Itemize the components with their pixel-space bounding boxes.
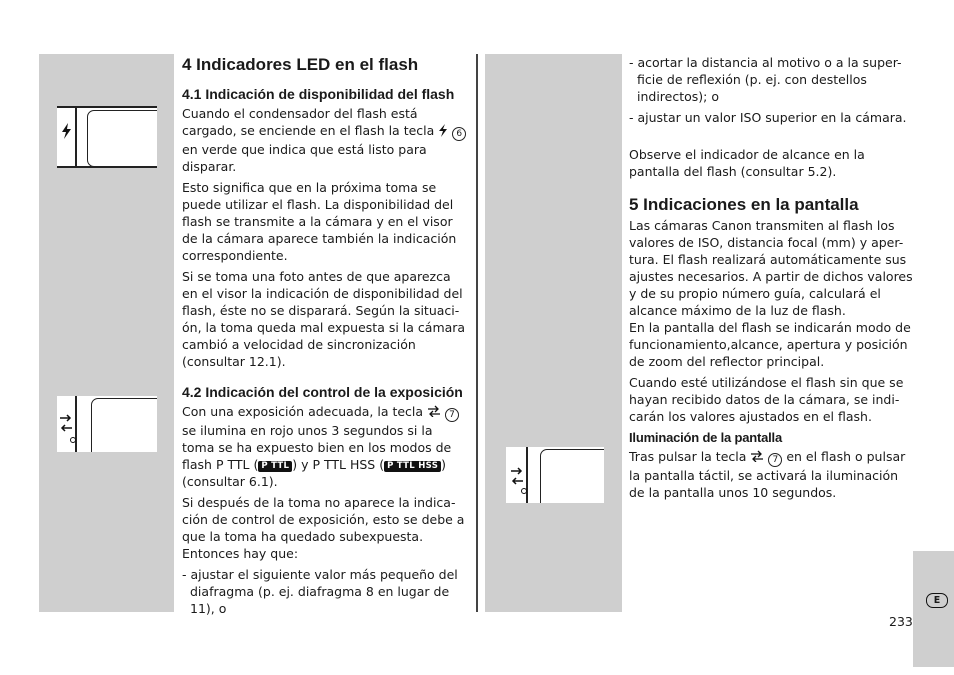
section-4-1-paragraph-1: Cuando el condensador del flash está cargado, se enciende en el flash la tecla 6 en verde que indica que está listo para disparar.: [182, 105, 467, 175]
section-4-2-title: 4.2 Indicación del control de la exposición: [182, 384, 463, 400]
p-ttl-hss-badge: P TTL HSS: [384, 461, 441, 472]
section-4-2-paragraph-2: Si después de la toma no aparece la indica-ción de control de exposición, esto se debe a que la toma ha quedado subexpuesta. Entonces hay que:: [182, 495, 465, 561]
exposure-arrows-icon: [58, 404, 76, 444]
section-5-paragraph-1: Las cámaras Canon transmiten al flash los valores de ISO, distancia focal (mm) y aper-tura. El flash realizará automáticamente sus ajustes necesarios. A partir de dichos valores y de su propio número guía, calculará el alcance máximo de la luz de flash.: [629, 218, 913, 318]
middle-gray-panel: [485, 54, 622, 612]
section-4-1-paragraph-3: Si se toma una foto antes de que aparezca en el visor la indicación de disponibilidad del flash, éste no se disparará. Según la situaci-ón, la toma queda mal expuesta si la cámara cambió a velocidad de sincronización (consultar 12.1).: [182, 269, 466, 369]
section-5-paragraph-3: Cuando esté utilizándose el flash sin que se hayan recibido datos de la cámara, se indi-carán los valores ajustados en el flash.: [629, 375, 904, 424]
key-number-7: 7: [768, 453, 782, 467]
key-number-6: 6: [452, 127, 466, 141]
exposure-arrows-icon: [427, 405, 441, 417]
flash-lightning-icon: [60, 122, 74, 140]
section-4-heading: 4 Indicadores LED en el flash: [182, 55, 419, 74]
right-text-column: [629, 54, 914, 505]
flash-display-screen: [91, 398, 157, 452]
page-number: 233: [889, 614, 913, 629]
section-4-1-title: 4.1 Indicación de disponibilidad del flash: [182, 86, 455, 102]
flash-display-screen: [540, 449, 604, 503]
section-5-heading: 5 Indicaciones en la pantalla: [629, 195, 859, 214]
language-tab: [913, 551, 954, 667]
exposure-arrows-icon: [750, 450, 764, 462]
language-badge: E: [926, 593, 948, 608]
key-number-7: 7: [445, 408, 459, 422]
display-illumination-subheading: Iluminación de la pantalla: [629, 430, 783, 445]
column-divider: [476, 54, 478, 612]
range-indicator-note: Observe el indicador de alcance en la pantalla del flash (consultar 5.2).: [629, 147, 865, 179]
exposure-arrows-icon: [508, 457, 528, 497]
list-item: - ajustar un valor ISO superior en la cámara.: [629, 110, 907, 125]
section-4-2-paragraph-1: Con una exposición adecuada, la tecla 7 se ilumina en rojo unos 3 segundos si la toma se ha expuesto bien en los modos de flash P TTL ( P TTL ) y P TTL HSS ( P TTL HSS ) (consultar 6.1).: [182, 403, 467, 490]
flash-display-screen: [87, 110, 157, 167]
section-5-paragraph-2: En la pantalla del flash se indicarán modo de funcionamiento,alcance, apertura y posición de zoom del reflector principal.: [629, 320, 911, 369]
left-text-column: [182, 55, 467, 621]
flash-lightning-icon: [438, 124, 448, 137]
flash-ready-illustration: [57, 106, 157, 168]
display-illumination-paragraph: Tras pulsar la tecla 7 en el flash o pulsar la pantalla táctil, se activará la iluminación de la pantalla unos 10 segundos.: [629, 449, 906, 500]
p-ttl-badge: P TTL: [258, 461, 292, 472]
list-item: - acortar la distancia al motivo o a la super-ficie de reflexión (p. ej. con destellos indirectos); o: [629, 55, 902, 104]
exposure-control-illustration: [57, 396, 157, 452]
section-4-1-paragraph-2: Esto significa que en la próxima toma se puede utilizar el flash. La disponibilidad del flash se transmite a la cámara y en el visor de la cámara aparece también la indicación correspondiente.: [182, 180, 457, 263]
list-item: - ajustar el siguiente valor más pequeño del diafragma (p. ej. diafragma 8 en lugar de 11), o: [182, 567, 458, 616]
display-illumination-illustration: [506, 447, 604, 503]
